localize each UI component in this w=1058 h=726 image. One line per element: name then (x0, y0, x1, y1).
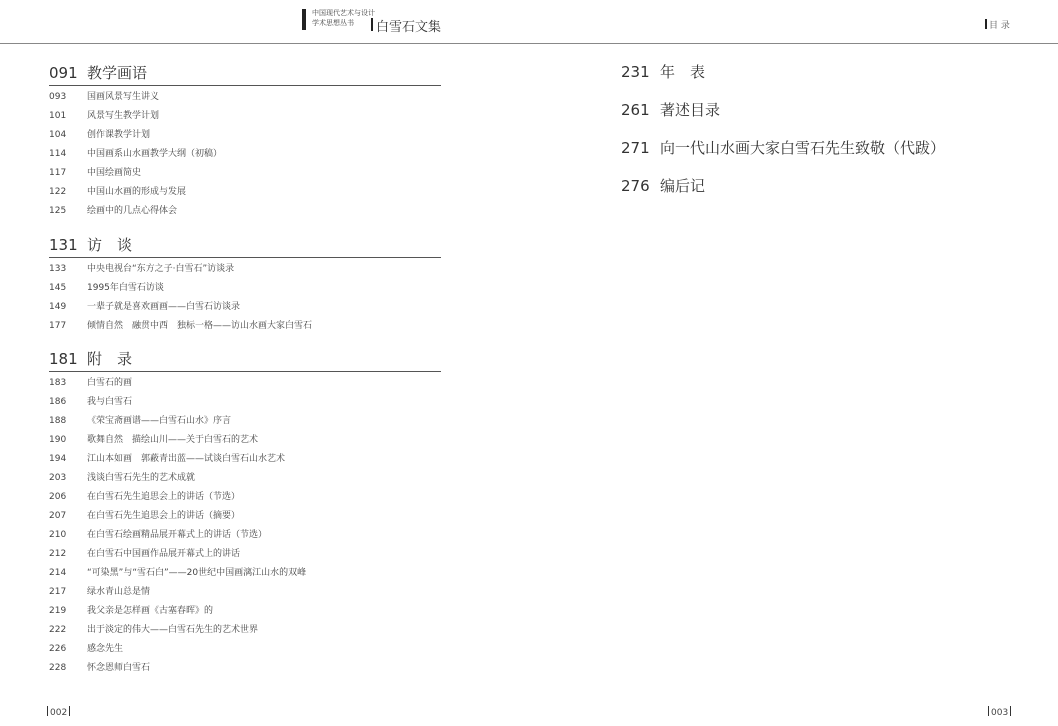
folio-bar-mark (47, 706, 48, 716)
page-number-right-value: 003 (991, 708, 1009, 718)
toc-entry-title: 1995年白雪石访谈 (87, 283, 164, 293)
toc-entry-title: 在白雪石中国画作品展开幕式上的讲话 (87, 549, 241, 559)
toc-entry-page: 222 (49, 625, 67, 635)
section-title: 教学画语 (87, 64, 148, 82)
section-title: 附 录 (87, 350, 133, 368)
toc-entry-page: 177 (49, 321, 67, 331)
toc-entry-page: 117 (49, 168, 67, 178)
toc-entry-page: 212 (49, 549, 67, 559)
running-header-bar-mark (985, 19, 987, 29)
toc-main-entry-title: 年 表 (660, 63, 706, 81)
toc-entry-page: 149 (49, 302, 67, 312)
toc-entry-title: 倾情自然 融贯中西 独标一格——访山水画大家白雪石 (87, 321, 313, 331)
toc-entry-page: 104 (49, 130, 67, 140)
header-bar-mark (302, 9, 306, 30)
toc-entry-page: 186 (49, 397, 67, 407)
toc-entry-page: 214 (49, 568, 67, 578)
toc-entry-title: 国画风景写生讲义 (87, 92, 160, 102)
toc-main-entry-page: 271 (621, 139, 650, 157)
toc-entry-title: 中国绘画简史 (87, 168, 142, 178)
toc-entry-page: 219 (49, 606, 67, 616)
folio-bar-mark (69, 706, 70, 716)
section-page-number: 131 (49, 236, 78, 254)
toc-entry-page: 133 (49, 264, 67, 274)
toc-main-entry-page: 231 (621, 63, 650, 81)
toc-entry-title: 绿水青山总是情 (87, 587, 151, 597)
toc-entry-title: 感念先生 (87, 644, 124, 654)
toc-entry-title: 中国画系山水画教学大纲（初稿） (87, 149, 223, 159)
toc-entry-title: 绘画中的几点心得体会 (87, 206, 178, 216)
toc-main-entry-page: 261 (621, 101, 650, 119)
section-page-number: 181 (49, 350, 78, 368)
toc-entry-page: 188 (49, 416, 67, 426)
section-heading (49, 63, 441, 86)
section-title: 访 谈 (87, 236, 133, 254)
section-heading (49, 235, 441, 258)
toc-entry-page: 125 (49, 206, 67, 216)
toc-entry-title: 在白雪石先生追思会上的讲话（节选） (87, 492, 241, 502)
folio-bar-mark (988, 706, 989, 716)
toc-entry-title: 在白雪石先生追思会上的讲话（摘要） (87, 511, 241, 521)
toc-entry-page: 194 (49, 454, 67, 464)
section-heading (49, 349, 441, 372)
toc-entry-page: 226 (49, 644, 67, 654)
toc-entry-page: 183 (49, 378, 67, 388)
toc-entry-page: 203 (49, 473, 67, 483)
header-divider (0, 43, 1058, 44)
toc-entry-page: 228 (49, 663, 67, 673)
toc-entry-title: 我与白雪石 (87, 397, 133, 407)
toc-entry-title: 一辈子就是喜欢画画——白雪石访谈录 (87, 302, 241, 312)
toc-entry-title: 风景写生教学计划 (87, 111, 160, 121)
series-title (312, 8, 375, 28)
toc-entry-page: 206 (49, 492, 67, 502)
book-title-bar-mark (371, 18, 373, 31)
toc-entry-title: “可染黑”与“雪石白”——20世纪中国画漓江山水的双峰 (87, 568, 307, 578)
toc-entry-title: 出于淡定的伟大——白雪石先生的艺术世界 (87, 625, 259, 635)
toc-entry-title: 《荣宝斋画谱——白雪石山水》序言 (87, 416, 232, 426)
toc-entry-page: 122 (49, 187, 67, 197)
toc-entry-title: 在白雪石绘画精品展开幕式上的讲话（节选） (87, 530, 268, 540)
toc-entry-page: 114 (49, 149, 67, 159)
section-page-number: 091 (49, 64, 78, 82)
series-title-line2: 学术思想丛书 (312, 19, 354, 27)
toc-entry-title: 白雪石的画 (87, 378, 133, 388)
page-number-left-value: 002 (50, 708, 68, 718)
page-number-left (45, 706, 72, 718)
book-title: 白雪石文集 (376, 20, 442, 35)
toc-entry-page: 190 (49, 435, 67, 445)
toc-entry-title: 江山本如画 郭蔽青出蓝——试谈白雪石山水艺术 (87, 454, 286, 464)
page-number-right (986, 706, 1013, 718)
toc-entry-title: 歌舞自然 描绘山川——关于白雪石的艺术 (87, 435, 259, 445)
folio-bar-mark (1010, 706, 1011, 716)
running-header-contents (985, 18, 1010, 31)
toc-entry-page: 093 (49, 92, 67, 102)
toc-main-entry-title: 向一代山水画大家白雪石先生致敬（代跋） (660, 139, 946, 157)
toc-entry-title: 浅谈白雪石先生的艺术成就 (87, 473, 196, 483)
toc-entry-title: 中央电视台“东方之子·白雪石”访谈录 (87, 264, 235, 274)
toc-entry-page: 210 (49, 530, 67, 540)
running-header-label: 目 录 (989, 21, 1010, 31)
toc-entry-title: 创作课教学计划 (87, 130, 151, 140)
toc-main-entry-page: 276 (621, 177, 650, 195)
toc-entry-title: 我父亲是怎样画《古塞春晖》的 (87, 606, 214, 616)
toc-main-entry-title: 著述目录 (660, 101, 721, 119)
toc-entry-title: 中国山水画的形成与发展 (87, 187, 187, 197)
toc-entry-page: 145 (49, 283, 67, 293)
toc-main-entry-title: 编后记 (660, 177, 706, 195)
toc-entry-page: 207 (49, 511, 67, 521)
toc-entry-page: 217 (49, 587, 67, 597)
toc-entry-page: 101 (49, 111, 67, 121)
toc-entry-title: 怀念恩师白雪石 (87, 663, 151, 673)
series-title-line1: 中国现代艺术与设计 (312, 9, 375, 17)
